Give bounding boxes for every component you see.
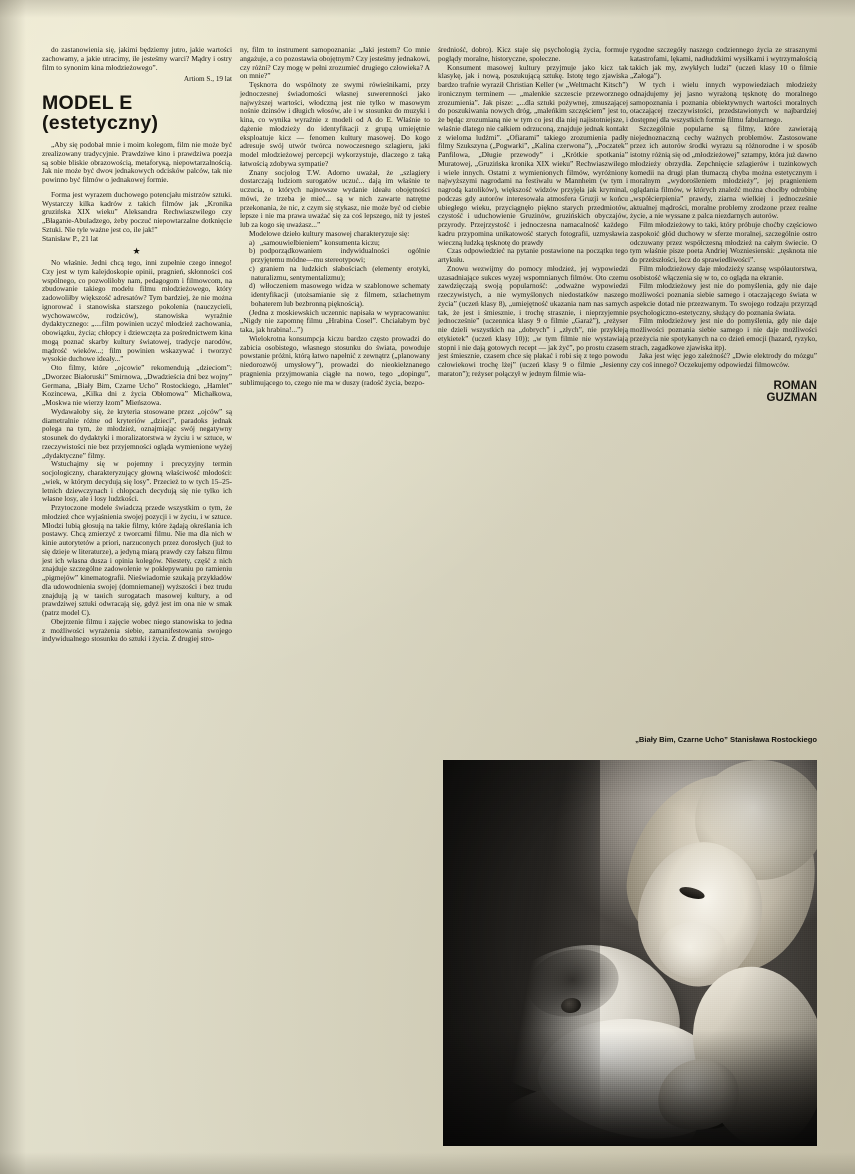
paragraph: Wielokrotna konsumpcja kiczu bardzo często prowadzi do zabicia osobistego, własnego stosunku do świata, powoduje powstanie próżni, którą łatwo napełnić z zewnątrz („planowany niedorozwój umysłowy”), prowadzi do nieokiełznanego pragnienia przyjmowania ciągłe na nowo, tego „dopingu”, sublimującego to, czego nie ma w duszy (radość życia, bezpo-	[240, 333, 430, 387]
paragraph: No właśnie. Jedni chcą tego, inni zupełnie czego innego! Czy jest w tym kalejdoskopie opinii, pragnień, skłonności coś wspólnego, co pozwoliłoby nam, pedagogom i filmowcom, na zbudowanie takiego modelu filmu młodzieżowego, który zadowoliłby większość adresatów? Tym bardziej, że nie można ignorować i stanowiska starszego pokolenia (nauczycieli, wychowawców, rodziców), stanowiska wyraźnie dydaktycznego: „....film powinien uczyć młodzież zachowania, obowiązku, życia; chłopcy i dziewczęta za pośrednictwem kina mogą poznać skarby kultury światowej, tradycje narodów, mądrość wieków...; film powinien wskazywać i tworzyć wysokie duchowe ideały...”	[42, 258, 232, 364]
page-title	[42, 93, 232, 133]
paragraph: Obejrzenie filmu i zajęcie wobec niego stanowiska to jedna z możliwości wyrażenia siebie, zamanifestowania swojego indywidualnego stosunku do sztuki i życia. Z drugiej stro-	[42, 616, 232, 644]
page-edge-shadow-top	[0, 0, 855, 18]
list-item-label: „samouwielbieniem” konsumenta kiczu;	[260, 237, 380, 247]
paragraph: W tych i wielu innych wypowiedziach młodzieży odnajdujemy jej jasno wyrażoną tęsknotę do moralnego samopoznania i poznania obiektywnych wartości moralnych otaczającej rzeczywistości, przedstawionych w najbardziej dostępnej dla wszystkich formie filmu fabularnego.	[630, 80, 817, 124]
page-edge-shadow-left	[0, 0, 26, 1174]
paragraph: Czas odpowiedzieć na pytanie postawione na początku tego artykułu.	[438, 246, 628, 264]
paragraph: Modelowe dzieło kultury masowej charakteryzuje się:	[249, 228, 410, 238]
list-marker: a)	[249, 237, 255, 247]
article-byline	[630, 380, 817, 405]
list-item	[240, 265, 430, 283]
byline-last-name: GUZMAN	[766, 392, 817, 405]
paragraph: Tęsknoтa do wspólnoty ze swymi rówieśnikami, przy jednoczesnej świadomości własnej suwerenności jako najwyższej wartości, włodczną jest nie tylko w masowym nośnie dzinsów i długich włosów, ale i w stosunku do muzyki i kina, co wynika wyraźnie z modeli od A do E. Właśnie to dążenie młodzieży do identyfikacji z grupą umiejętnie eksploatuje kicz — fenomen kultury masowej. Do kogo adresuje swój utwór twórca nowoczesnego szlagieru, jaki model młodzieżowej percepcji wykorzystuje, dlaczego z taką łatwością zdobywa sympatie?	[240, 80, 430, 168]
paragraph: Konsument masowej kultury przyjmuje jako kicz tak klasykę, jak i nową, poszukującą sztukę. Istotę tego zjawiska bardzo trafnie wyraził Christian Keller (w „Weltmacht Kitsch”) ironicznym terminem — „malenkie szczescie przeworznego zrozumienia”. Jak pisze: „...dla sztuki pożywnej, zmuszającej do poszukiwania nowych dróg, „maleńkim szczęściem” jest to, że będąc zrozumianą nie w tym co jest dla niej najistotniejsze, i właśnie dlatego nie całkiem odrzuconą, znajduje jednak kontakt z wieloma ludźmi”. „Ofiarami” takiego zrozumienia padły filmy Szukszyna („Pogwarki”, „Kalina czerwona”), „Poczatek” Panfilowa, „Długie przewody” i „Krótkie spotkania” Muratowej, „Gruzińska kronika XIX wieku” Rechwiaszwilego i wiele innych. Ostatni z wymienionych filmów, wyróżniony najwyższymi nagrodami na festiwalu w Mannheim (w tym i nagrodą katolików), większоść widzów przyjęła jak kryminal, podczas gdy autorów interesowała atmosfera Gruzji w końcu ubiegłego wieku, przyciągnęło piękno starych przedmiotów, czystość i uduchowienie Gruzinów, gruzińskich obyczajów, przyrody. Przejrzystość i jednoczesna namacalność każdego kadru przypomina unikatowość starych fotografii, uzmysławia wieczną ludzką tęsknotę do prawdy	[438, 62, 628, 247]
paragraph: Forma jest wyrazem duchowego potencjału mistrzów sztuki. Wystarczy kilka kadrów z takich filmów jak „Kronika gruzińska XIX wieku” Aleksandra Rechwiaszwilego czy „Błaganie-Abuladzego, żeby poczuć niepowtarzalne dotknięcie Sztuki. Nie tyle ważne jest co, ile jak!”	[42, 189, 232, 234]
list-marker: b)	[249, 246, 256, 256]
headline-line-1: MODEL E	[42, 92, 133, 114]
article-photo	[443, 760, 817, 1146]
paragraph: Film młodzieżowy jest nie do pomyślenia, gdy nie daje możliwości poznania siebie samego i nie daje możliwości przeżycia nie spotykanych na co dzień emocji (hazard, ryzyko, strach, zagadkowe zjawiska itp).	[630, 316, 817, 352]
paragraph: rygodne szczegóły naszego codziennego życia ze strasznymi katastrofami, lękami, nadłudzkimi wysiłkami i wytrzymałością takich jak my, zwykłych ludzi” (uczeń klasy 10 o filmie „Załoga”).	[630, 45, 817, 81]
paragraph: (Jedna z moskiewskich uczennic napisała w wypracowaniu: „Nigdy nie zapomnę filmu „Hrabina Cosel”. Chciałabym być taka, jak hrabina!...”)	[240, 307, 430, 334]
headline-line-2: (estetyczny)	[42, 112, 159, 134]
paragraph: „Aby się podobał mnie i moim kolegom, film nie może być zrealizowany tradycyjnie. Prawdziwe kino i prawdziwa poezja są sobie bliskie obrazowością, metaforyкą, niepowtarzalnością. Jak nie może być dwoч jednakowych odcisków palców, tak nie powinno być filmów o jednakowej formie.	[42, 140, 232, 184]
photo-caption: „Biały Bim, Czarne Ucho” Stanisława Rostockiego	[635, 735, 817, 744]
star-divider: ★	[132, 246, 142, 257]
text-column-4	[630, 46, 817, 405]
paragraph: Szczególnie popularne są filmy, które zawierają niejednoznaczną cechy ważnych problemów. Zastosowane przez ich autorów środki wyrazu są różnorodne i w sposób istotny różnią się od „młodzieżowej” sztampy, która już dawno młodzieży obrzydła. Zepchnięcie szlagierów i tuzinkowych komedii na drugi plan tłumaczą chyba można estetycznym i moralnym „wydorośleniem młodzieży”, jej pragnieniem oglądania filmów, w których znaleźć można chocłby odrobinę „współcierpienia” prawdy, ziarna wielkiej i jednocześnie aktualnej mądrości, moralne problemy zrodzone przez realne życie, a nie wyssane z palca niezdarnych autorów.	[630, 123, 817, 221]
list-item-label: podporządkowaniem indywidualności ogólnie przyjętemu módne—mu stereotypowi;	[251, 246, 430, 264]
paragraph: Film młodzieżowy jest nie do pomyślenia, gdy nie daje możliwości poznania siebie samego i otaczającego świata w aspekcie dotad nie przezwanym. To swojego rodzaju przyrząd psychologiczno-estetyczny, służący do poznania świata.	[630, 281, 817, 317]
paragraph: Znowu wezwijmy do pomocy młodzież, jej wypowiedzi uzasadniające sukces wyzej wspomnianych filmów. Oto czemu zawdzięczają swoją popularność: „odważne wypowiedzi rzeczywistych, a nie wymyślonych niedostatków naszego życia” (uczeń klasy 8), „umiejętność ukazania nam nas samych tak, że jest i śmiesznie, i trochę strasznie, i nieprzyjemnie jednocześnie” (uczennica klasy 9 o filmie „Garaż”), „reżyser nie dzieli wszystkich na „dobrych” i „złych”, nie przykleją etykietek” (uczeń klasy 10)); „w tym filmie nie wystawiają stopni i nie dają gotowych recept — jak żyć”, po prostu czasem jest śmiesznie, czasem chce się płakać i robi się z tego powodu człowiekowi trochę lżej” (uczeń klasy 9 o filmie „Jesienny maraton”); reżyser połączył w jednym filmie wia-	[438, 263, 628, 378]
text-column-2	[240, 46, 430, 387]
list-marker: d)	[249, 281, 256, 291]
page-edge-shadow-bottom	[0, 1152, 855, 1174]
list-item-label: włłoczeniem masowego widza w szablonowe schematy identyfikacji (utożsamianie się z filmem, szlachetnym bohaterem lub bezbronną pięknością).	[251, 281, 430, 308]
text-column-1	[42, 46, 232, 644]
list-marker: c)	[249, 263, 255, 273]
list-item-label: graniem na ludzkich słabościach (elementy erotyki, naturalizmu, sentymentalizmu);	[251, 263, 430, 282]
paragraph: Wstuchajmy się w pojemny i precyzyjny termin socjologiczny, charakteryzujący głowną właściwość młodości: „wiek, w którym decydują się losy”. Przecież to w tych 15–25-letnich dziewczynach i chłopcach decydują się nie tylko ich własne losy, ale i losy ludzkości.	[42, 459, 232, 504]
paragraph: Jaka jest więc jego zależność? „Dwie elektrody do mózgu” czy coś innego? Oczekujemy odpowiedzi filmowców.	[630, 351, 817, 369]
lead-fragment: do zastanowienia się, jakimi będziemy jutro, jakie wartości zachowamy, a jakie utracimy, ile jesteśmy warci? Mądry i ostry film to synonim kina młodzieżowego”.	[42, 45, 232, 72]
paragraph: Film młodzieżowy to taki, który próbuje choćby częściowo zaspokoić głód duchowy w sferze moralnej, szczególnie ostro odczuwany przez współczesną młodzież na całym świecie. O tym właśnie pisze poeta Andriej Wozniesienski: „tęsknota nie do przeższłości, lecz do sprawiedliwości”.	[630, 220, 817, 264]
paragraph-signature: Stanisław P., 21 lat	[42, 233, 99, 243]
text-column-3	[438, 46, 628, 379]
paragraph: Wydawałoby się, że kryteria stosowane przez „ojców” są diametralnie różne od kryteriów „dzieci”, paradoks jednak polega na tym, że młodzież, oznajmiając swój negatywny stosunek do dydaktyki i moralizatorstwa w życiu i w sztuce, w rzeczywistości nie bez przyjemności ogląda wymienione wyżej „dydaktyczne” filmy.	[42, 406, 232, 460]
paragraph: ny, film to instrument samopoznania: „Jaki jestem? Co mnie angażuje, a co pozostawia obojętnym? Czy jesteśmy jednakowi, czy różni? Czy mogę w pełni zrozumieć drugiego człowieka? A on mnie?”	[240, 45, 430, 81]
paragraph: Oto filmy, które „ojcowie” rekomendują „dzieciom”: „Dworzec Białoruski” Smirnowa, „Dwadzieścia dni bez wojny” Germana, „Biały Bim, Czarne Ucho” Rostockiego, „Hamlet” Kozincewa, „Kilka dni z życia Obłomowa” Michałkowa, „Moskwa nie wierzy łzom” Mieńszowa.	[42, 363, 232, 407]
lead-signature: Artiom S., 19 lat	[183, 75, 232, 84]
byline-first-name: ROMAN	[773, 379, 817, 392]
list-item	[240, 247, 430, 265]
paragraph: Znany socjolog T.W. Adorno uważał, że „szlagiery dostarczają ludziom surogatów uczuć... dają im właśnie te uczucia, o których najnowsze wydanie ideału obojętności mówi, że trzeba je mieć... są w nich zawarte natrętne przekonania, że nic, z czym się stykasz, nie może być od ciebie lepsze i nie ma prawa uważać się za coś lepszego, niż ty jesteś lub za kogo się uważasz...”	[240, 167, 430, 229]
paragraph: Film młodzieżowy daje młodzieży szansę współautorstwa, osobistość włączenia się w to, co ogląda na ekranie.	[630, 263, 817, 282]
list-item	[240, 282, 430, 308]
paragraph: Przytoczone modele świadczą przede wszystkim o tym, że młodzież chce wyjaśnienia swojej pozycji i w życiu, i w sztuce. Młodzi lubią głosują na takie filmy, które żądają określania ich postawy. Chcą zmierzyć z tworcami filmu. Nie ma dla nich w kinie autorytetów a priori, narzuconych przez dorosłych (już to się dzieje w literaturze), a jedyną miarą prawdy czy fałszu filmu jest ich własna dusza i opinia kolegów. Niestety, część z nich znajduje szczególne zadowolenie w pokłepywaniu po ramieniu „pigmejów” kinematografii. Nieświadomie szukają przykładów dla udowodnienia swojej (domniemanej) wyższości i bez trudu znajdują ją w taнich surogatach masowej kultury, a od prawdziwej sztuki odwracają się, gdyż jest im ona nie w smak (patrz model C).	[42, 503, 232, 617]
paragraph: średniość, dobro). Kicz staje się psychologią życia, formuje poglądy moralne, historyczne, społeczne.	[438, 45, 628, 63]
photo-grain	[443, 760, 817, 1146]
